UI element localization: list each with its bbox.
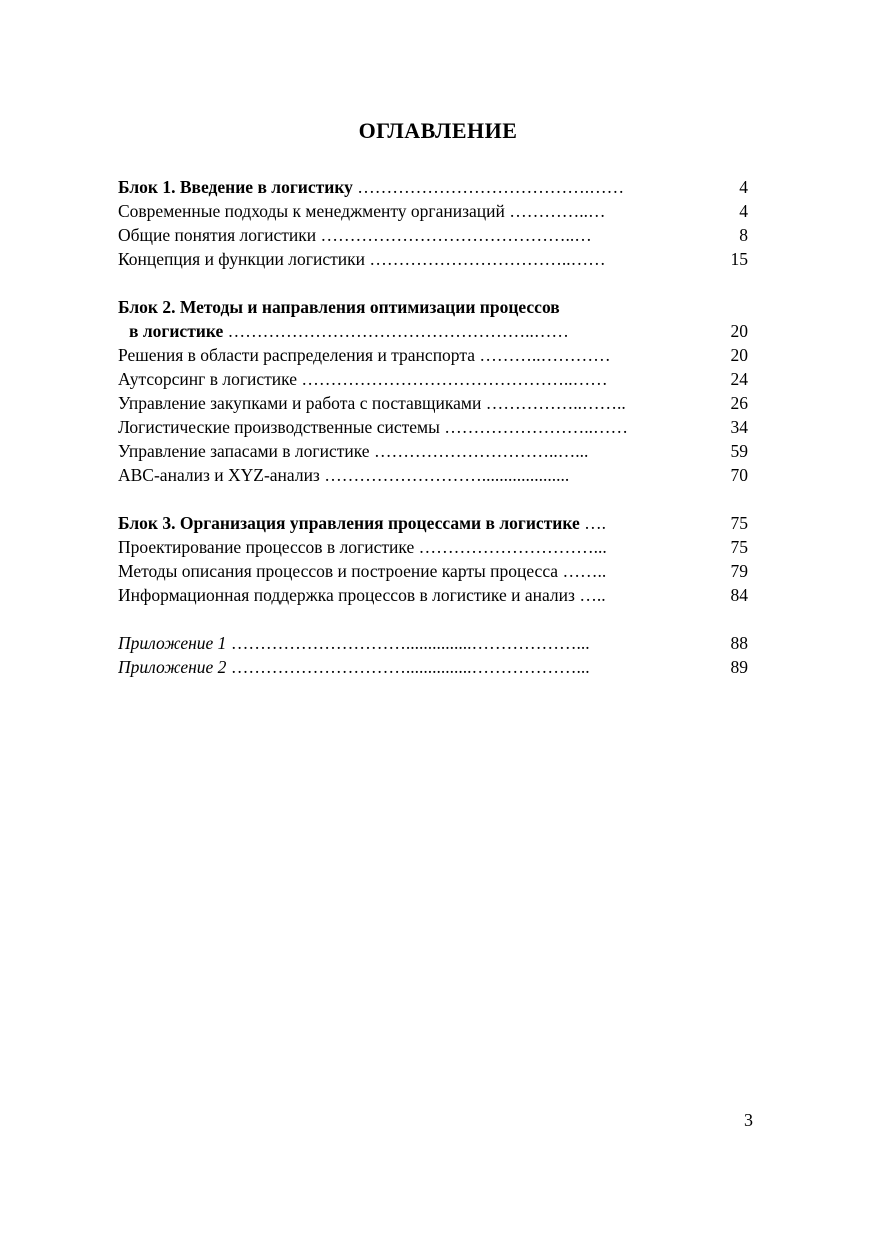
toc-leader-dots: ……………………….................... [319,465,570,485]
toc-item[interactable] [118,583,748,607]
toc-item[interactable] [118,415,748,439]
toc-appendix-text: Приложение 1 [118,633,227,653]
toc-appendix[interactable] [118,631,748,655]
toc-page-number: 79 [730,561,748,581]
toc-page-number: 26 [730,393,748,413]
toc-heading-text: Блок 3. Организация управления процессами в логистике [118,513,580,533]
toc-leader-dots: ……………………..…… [439,417,628,437]
spacer [118,607,748,631]
toc-leader-dots: …………………………...............………………... [226,633,590,653]
spacer [118,271,748,295]
table-of-contents [118,175,748,679]
toc-heading-text: Блок 2. Методы и направления оптимизации процессов [118,297,560,317]
toc-leader-dots: …………………………... [414,537,607,557]
toc-page-number: 34 [730,417,748,437]
toc-leader-dots: ….. [574,585,606,605]
toc-block-heading[interactable] [118,319,748,343]
toc-item-text: Концепция и функции логистики [118,249,365,269]
toc-heading-text: Блок 1. Введение в логистику [118,177,353,197]
toc-page-number: 4 [739,201,748,221]
toc-page-number: 8 [739,225,748,245]
toc-leader-dots: ……………………………………..… [316,225,592,245]
toc-item[interactable] [118,247,748,271]
toc-leader-dots: …. [579,513,607,533]
toc-page-number: 20 [730,345,748,365]
toc-item[interactable] [118,343,748,367]
toc-leader-dots: ………………………………….…… [352,177,625,197]
toc-block-heading[interactable] [118,175,748,199]
toc-leader-dots: ………………………………………..…… [296,369,608,389]
toc-leader-dots: ………..………… [474,345,611,365]
toc-page-number: 20 [730,321,748,341]
page-title: ОГЛАВЛЕНИЕ [358,118,518,143]
toc-heading-text: в логистике [129,321,224,341]
toc-page-number: 59 [730,441,748,461]
toc-page-number: 24 [730,369,748,389]
toc-appendix-text: Приложение 2 [118,657,227,677]
toc-page-number: 75 [730,537,748,557]
toc-item-text: Управление запасами в логистике [118,441,370,461]
toc-page-number: 4 [739,177,748,197]
toc-leader-dots: …………………………..…... [369,441,589,461]
toc-item-text: ABC-анализ и XYZ-анализ [118,465,320,485]
toc-item[interactable] [118,559,748,583]
toc-page-number: 88 [730,633,748,653]
toc-page-number: 15 [730,249,748,269]
toc-item[interactable] [118,535,748,559]
toc-item-text: Общие понятия логистики [118,225,317,245]
toc-appendix[interactable] [118,655,748,679]
toc-item[interactable] [118,391,748,415]
toc-item-text: Методы описания процессов и построение карты процесса [118,561,559,581]
spacer [118,487,748,511]
toc-page-number: 89 [730,657,748,677]
toc-leader-dots: ……………………………………………..…… [223,321,569,341]
toc-item[interactable] [118,439,748,463]
page-number: 3 [744,1110,753,1130]
toc-block-heading-line[interactable] [118,295,748,319]
toc-item-text: Аутсорсинг в логистике [118,369,297,389]
toc-item[interactable] [118,463,748,487]
toc-item[interactable] [118,223,748,247]
toc-item-text: Информационная поддержка процессов в логистике и анализ [118,585,575,605]
toc-page-number: 75 [730,513,748,533]
toc-item-text: Логистические производственные системы [118,417,440,437]
toc-leader-dots: …………..… [504,201,606,221]
toc-leader-dots: …….. [558,561,607,581]
toc-leader-dots: ……………..…….. [481,393,626,413]
toc-page-number: 70 [730,465,748,485]
toc-item-text: Проектирование процессов в логистике [118,537,415,557]
toc-item[interactable] [118,199,748,223]
toc-item-text: Современные подходы к менеджменту организаций [118,201,505,221]
toc-block-heading[interactable] [118,511,748,535]
toc-page-number: 84 [730,585,748,605]
toc-leader-dots: …………………………...............………………... [226,657,590,677]
toc-leader-dots: ……………………………..…… [364,249,606,269]
toc-item[interactable] [118,367,748,391]
toc-item-text: Решения в области распределения и транспорта [118,345,475,365]
toc-item-text: Управление закупками и работа с поставщиками [118,393,482,413]
